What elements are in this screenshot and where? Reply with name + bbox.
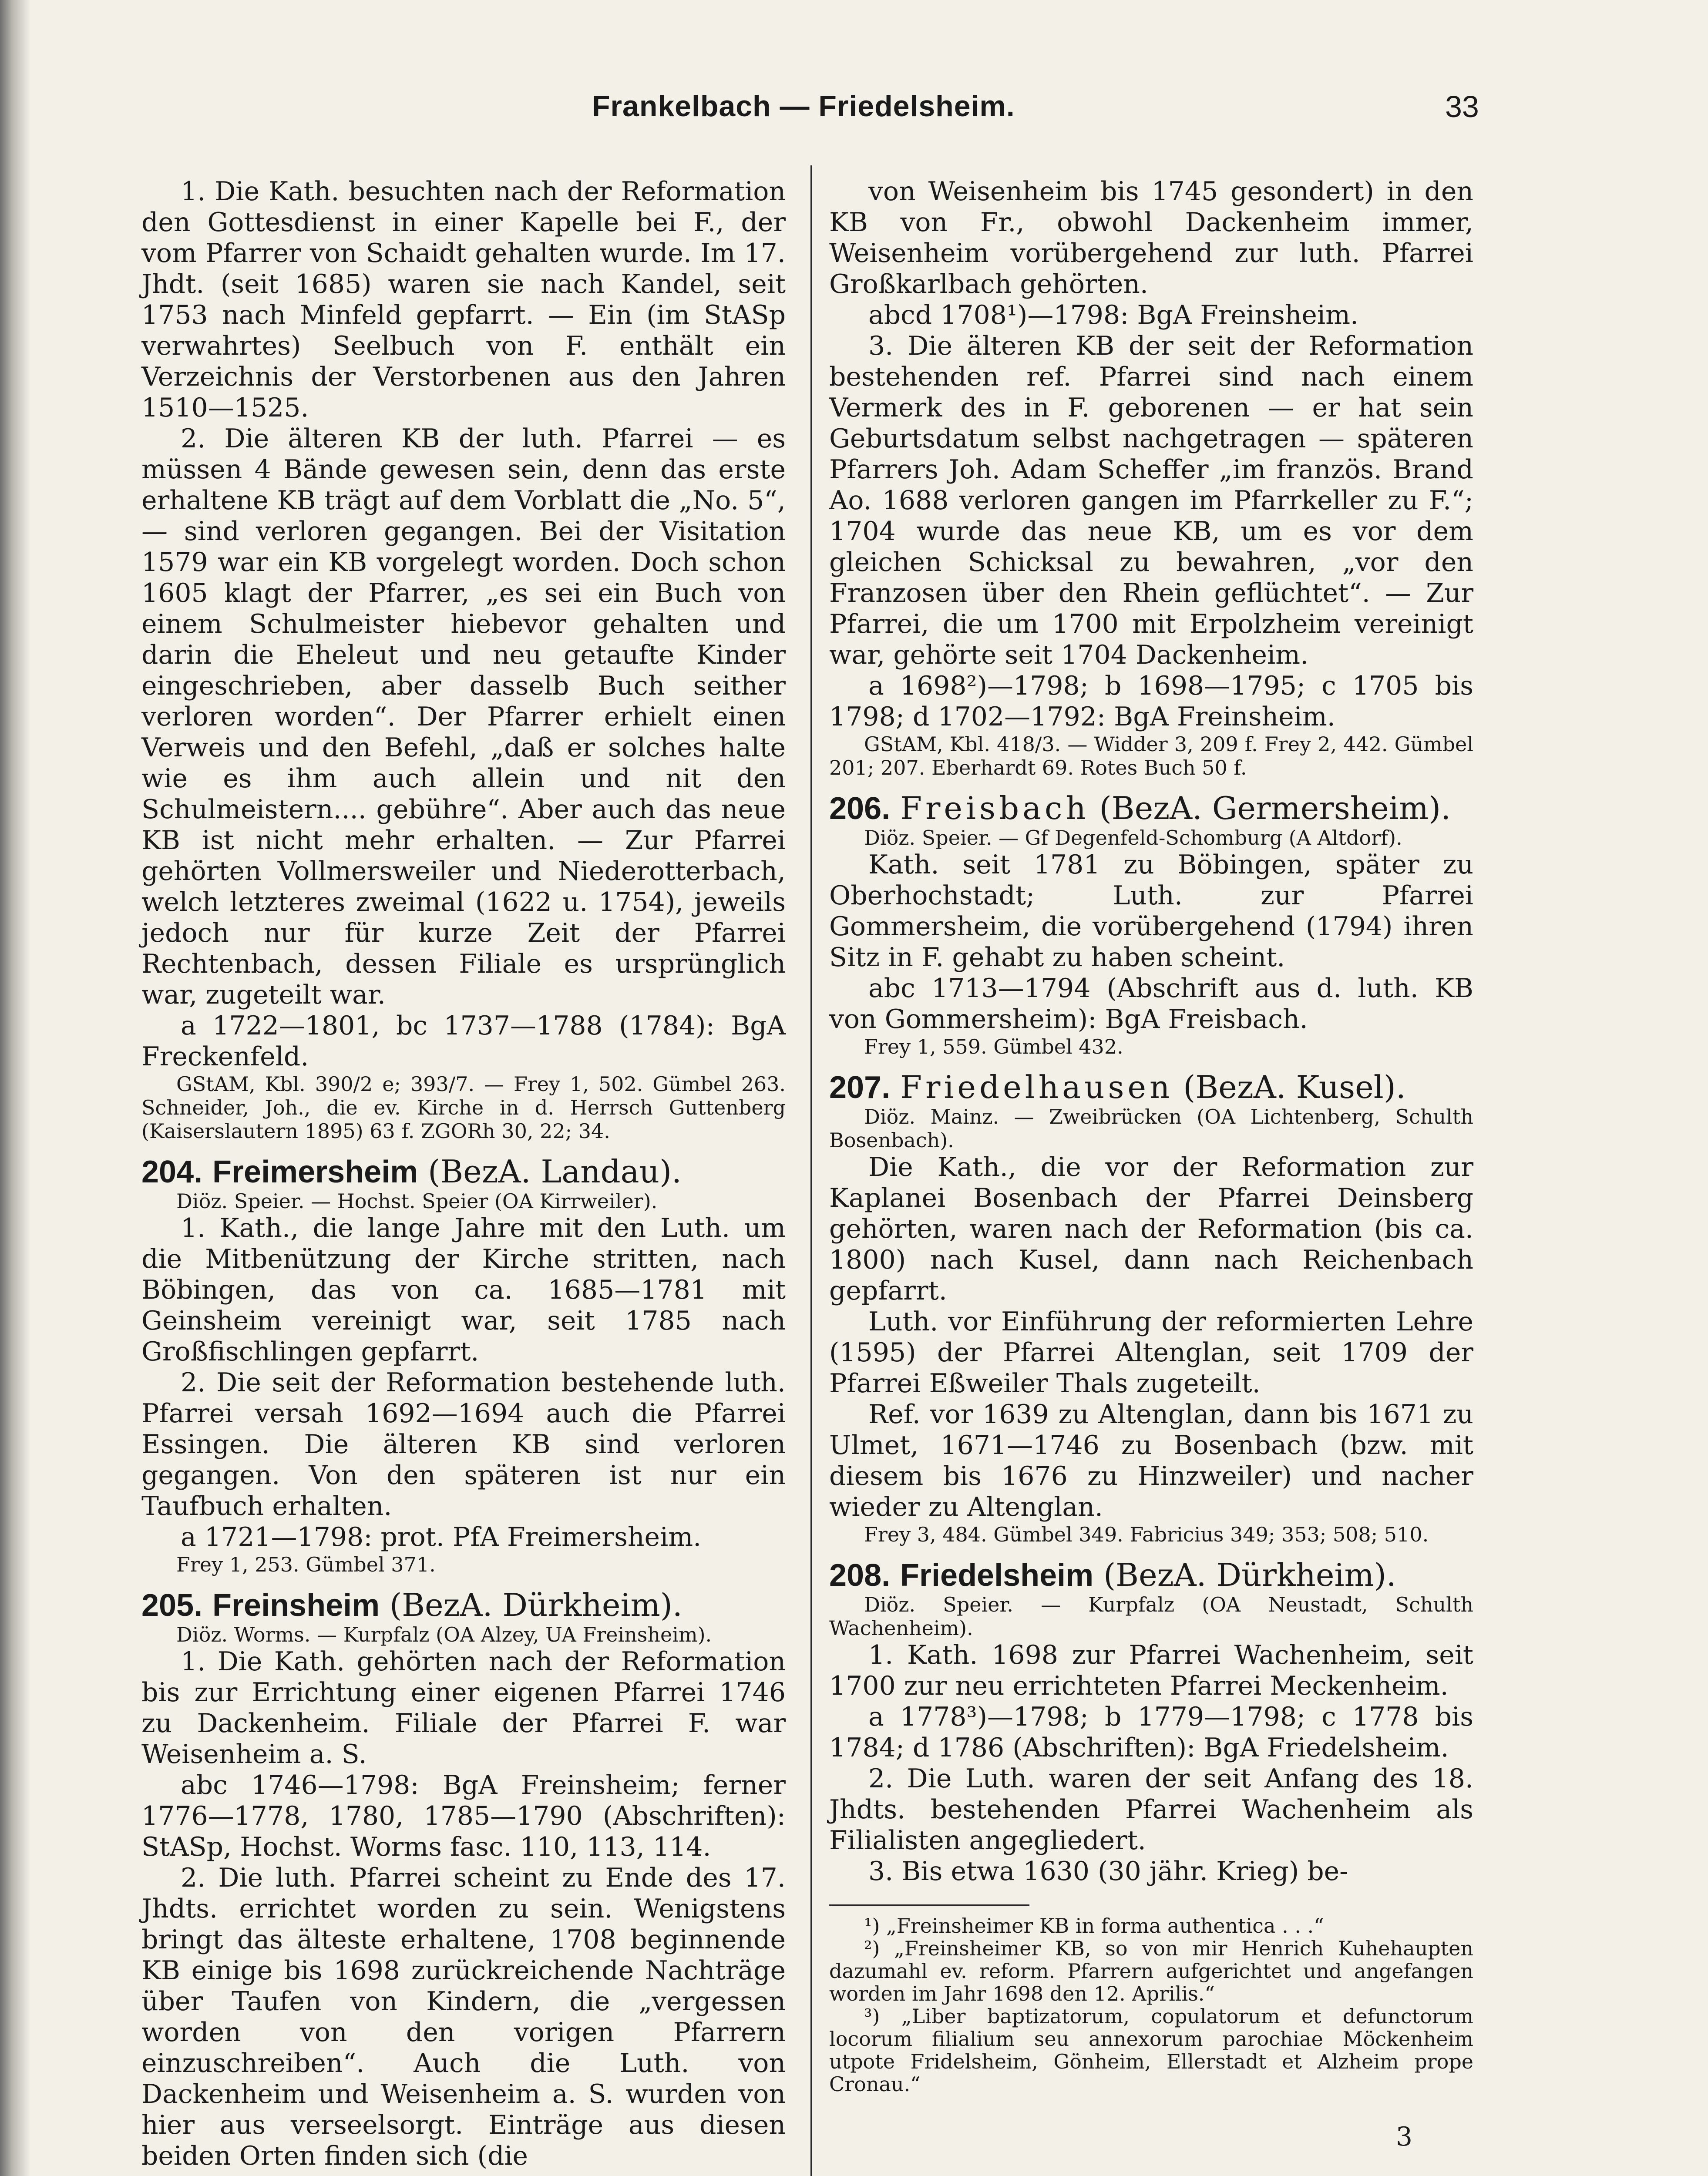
paragraph: 2. Die Luth. waren der seit Anfang des 18. Jhdts. bestehenden Pfarrei Wachenheim als Filialisten angegliedert.: [829, 1763, 1473, 1856]
entry-name: Freinsheim: [212, 1588, 380, 1623]
reference: Frey 3, 484. Gümbel 349. Fabricius 349; 353; 508; 510.: [864, 1523, 1429, 1546]
dioezese-line: Diöz. Speier. — Gf Degenfeld-Schomburg (A Altdorf).: [864, 826, 1402, 850]
entry-district: (BezA. Landau).: [428, 1153, 682, 1190]
entry-district: (BezA. Dürkheim).: [390, 1587, 683, 1623]
entry-number: 204.: [141, 1155, 203, 1189]
footnote: ³) „Liber baptizatorum, copulatorum et defunctorum locorum filialium seu annexorum parochiae Möckenheim utpote Fridelsheim, Gönheim, Ellerstadt et Alzheim prope Cronau.“: [829, 2005, 1473, 2096]
dioezese-line: Diöz. Speier. — Hochst. Speier (OA Kirrweiler).: [176, 1189, 658, 1213]
paragraph: 3. Die älteren KB der seit der Reformation bestehenden ref. Pfarrei sind nach einem Vermerk des in F. geborenen — er hat sein Geburtsdatum selbst nachgetragen — späteren Pfarrers Joh. Adam Scheffer „im französ. Brand Ao. 1688 verloren gangen im Pfarrkeller zu F.“; 1704 wurde das neue KB, um es vor dem gleichen Schicksal zu bewahren, „vor den Franzosen über den Rhein geflüchtet“. — Zur Pfarrei, die um 1700 mit Erpolzheim vereinigt war, gehörte seit 1704 Dackenheim.: [829, 331, 1473, 670]
entry-number: 205.: [141, 1588, 203, 1623]
paragraph: 1. Die Kath. gehörten nach der Reformation bis zur Errichtung einer eigenen Pfarrei 1746 zu Dackenheim. Filiale der Pfarrei F. war Weisenheim a. S.: [141, 1646, 786, 1770]
reference: Frey 1, 253. Gümbel 371.: [176, 1553, 436, 1576]
reference: GStAM, Kbl. 390/2 e; 393/7. — Frey 1, 502. Gümbel 263. Schneider, Joh., die ev. Kirche in d. Herrsch Guttenberg (Kaiserslautern 1895) 63 f. ZGORh 30, 22; 34.: [141, 1072, 786, 1143]
left-column: [141, 176, 786, 2172]
entry-name: Friedelsheim: [900, 1558, 1094, 1593]
footnote: ¹) „Freinsheimer KB in forma authentica . . .“: [864, 1914, 1324, 1938]
paragraph: 1. Kath. 1698 zur Pfarrei Wachenheim, seit 1700 zur neu errichteten Pfarrei Meckenheim.: [829, 1640, 1473, 1701]
holdings-line: abc 1713—1794 (Abschrift aus d. luth. KB von Gommersheim): BgA Freisbach.: [829, 973, 1473, 1034]
entry-204: [141, 1154, 786, 1576]
entry-number: 208.: [829, 1558, 891, 1593]
dioezese-line: Diöz. Worms. — Kurpfalz (OA Alzey, UA Freinsheim).: [176, 1623, 712, 1646]
paragraph: 2. Die luth. Pfarrei scheint zu Ende des 17. Jhdts. errichtet worden zu sein. Wenigstens bringt das älteste erhaltene, 1708 beginnende KB einige bis 1698 zurückreichende Nachträge über Taufen von Kindern, die „vergessen worden von den vorigen Pfarrern einzuschreiben“. Auch die Luth. von Dackenheim und Weisenheim a. S. wurden von hier aus verseelsorgt. Einträge aus diesen beiden Orten finden sich (die: [141, 1863, 786, 2171]
dioezese-line: Diöz. Speier. — Kurpfalz (OA Neustadt, Schulth Wachenheim).: [829, 1593, 1473, 1640]
holdings-line: a 1698²)—1798; b 1698—1795; c 1705 bis 1798; d 1702—1792: BgA Freinsheim.: [829, 671, 1473, 732]
printer-signature: 3: [1395, 2122, 1412, 2152]
footnote: ²) „Freinsheimer KB, so von mir Henrich Kuhehaupten dazumahl ev. reform. Pfarrern aufgerichtet und angefangen worden im Jahr 1698 den 12. Aprilis.“: [829, 1937, 1473, 2005]
holdings-line: a 1721—1798: prot. PfA Freimersheim.: [181, 1522, 702, 1552]
page-number: 33: [1445, 90, 1479, 124]
running-head: Frankelbach — Friedelsheim.: [592, 90, 1015, 123]
page-edge-shadow: [0, 0, 30, 2176]
column-divider: [810, 165, 812, 2176]
entry-heading: [141, 1154, 786, 1189]
paragraph: 3. Bis etwa 1630 (30 jähr. Krieg) be-: [868, 1856, 1348, 1887]
entry-name: Freimersheim: [212, 1155, 418, 1189]
entry-heading: [829, 1558, 1473, 1593]
entry-district: (BezA. Dürkheim).: [1103, 1557, 1396, 1593]
paragraph: Luth. vor Einführung der reformierten Lehre (1595) der Pfarrei Altenglan, seit 1709 der Pfarrei Eßweiler Thals zugeteilt.: [829, 1306, 1473, 1399]
page-header: [0, 89, 1708, 141]
paragraph: 2. Die seit der Reformation bestehende luth. Pfarrei versah 1692—1694 auch die Pfarrei Essingen. Die älteren KB sind verloren gegangen. Von den späteren ist nur ein Taufbuch erhalten.: [141, 1367, 786, 1521]
entry-heading: [141, 1588, 786, 1623]
entry-206: [829, 791, 1473, 1058]
entry-heading: [829, 791, 1473, 826]
holdings-line: a 1722—1801, bc 1737—1788 (1784): BgA Freckenfeld.: [141, 1011, 786, 1072]
entry-208: [829, 1558, 1473, 1887]
entry-number: 207.: [829, 1070, 891, 1105]
right-column: [829, 176, 1473, 2152]
entry-district: (BezA. Germersheim).: [1099, 790, 1451, 826]
paragraph: Kath. seit 1781 zu Böbingen, später zu Oberhochstadt; Luth. zur Pfarrei Gommersheim, die vorübergehend (1794) ihren Sitz in F. gehabt zu haben scheint.: [829, 850, 1473, 973]
entry-number: 206.: [829, 791, 891, 826]
footnote-rule: [829, 1904, 1029, 1906]
dioezese-line: Diöz. Mainz. — Zweibrücken (OA Lichtenberg, Schulth Bosenbach).: [829, 1105, 1473, 1152]
paragraph: 1. Die Kath. besuchten nach der Reformation den Gottesdienst in einer Kapelle bei F., der vom Pfarrer von Schaidt gehalten wurde. Im 17. Jhdt. (seit 1685) waren sie nach Kandel, seit 1753 nach Minfeld gepfarrt. — Ein (im StASp verwahrtes) Seelbuch von F. enthält ein Verzeichnis der Verstorbenen aus den Jahren 1510—1525.: [141, 176, 786, 423]
holdings-line: abc 1746—1798: BgA Freinsheim; ferner 1776—1778, 1780, 1785—1790 (Abschriften): StASp, Hochst. Worms fasc. 110, 113, 114.: [141, 1770, 786, 1862]
reference: GStAM, Kbl. 418/3. — Widder 3, 209 f. Frey 2, 442. Gümbel 201; 207. Eberhardt 69. Rotes Buch 50 f.: [829, 732, 1473, 779]
paragraph: Die Kath., die vor der Reformation zur Kaplanei Bosenbach der Pfarrei Deinsberg gehörten, waren nach der Reformation (bis ca. 1800) nach Kusel, dann nach Reichenbach gepfarrt.: [829, 1152, 1473, 1306]
holdings-line: abcd 1708¹)—1798: BgA Freinsheim.: [868, 300, 1359, 330]
paragraph: 2. Die älteren KB der luth. Pfarrei — es müssen 4 Bände gewesen sein, denn das erste erhaltene KB trägt auf dem Vorblatt die „No. 5“, — sind verloren gegangen. Bei der Visitation 1579 war ein KB vorgelegt worden. Doch schon 1605 klagt der Pfarrer, „es sei ein Buch von einem Schulmeister hiebevor gehalten und darin die Eheleut und neu getaufte Kinder eingeschrieben, aber dasselb Buch seither verloren worden“. Der Pfarrer erhielt einen Verweis und den Befehl, „daß er solches halte wie es ihm auch allein und nit den Schulmeistern.... gebühre“. Aber auch das neue KB ist nicht mehr erhalten. — Zur Pfarrei gehörten Vollmersweiler und Niederotterbach, welch letzteres zweimal (1622 u. 1754), jeweils jedoch nur für kurze Zeit der Pfarrei Rechtenbach, dessen Filiale es ursprünglich war, zugeteilt war.: [141, 423, 786, 1010]
paragraph: Ref. vor 1639 zu Altenglan, dann bis 1671 zu Ulmet, 1671—1746 zu Bosenbach (bzw. mit diesem bis 1676 zu Hinzweiler) und nacher wieder zu Altenglan.: [829, 1399, 1473, 1522]
paragraph: 1. Kath., die lange Jahre mit den Luth. um die Mitbenützung der Kirche stritten, nach Böbingen, das von ca. 1685—1781 mit Geinsheim vereinigt war, seit 1785 nach Großfischlingen gepfarrt.: [141, 1213, 786, 1367]
entry-name: Friedelhausen: [900, 1069, 1173, 1105]
paragraph: von Weisenheim bis 1745 gesondert) in den KB von Fr., obwohl Dackenheim immer, Weisenheim vorübergehend zur luth. Pfarrei Großkarlbach gehörten.: [829, 176, 1473, 299]
entry-207: [829, 1070, 1473, 1546]
entry-heading: [829, 1070, 1473, 1105]
reference: Frey 1, 559. Gümbel 432.: [864, 1035, 1123, 1058]
holdings-line: a 1778³)—1798; b 1779—1798; c 1778 bis 1784; d 1786 (Abschriften): BgA Friedelsheim.: [829, 1702, 1473, 1763]
entry-district: (BezA. Kusel).: [1183, 1069, 1406, 1105]
entry-205: [141, 1588, 786, 2172]
footnotes: [829, 1904, 1473, 2095]
entry-name: Freisbach: [900, 790, 1089, 826]
